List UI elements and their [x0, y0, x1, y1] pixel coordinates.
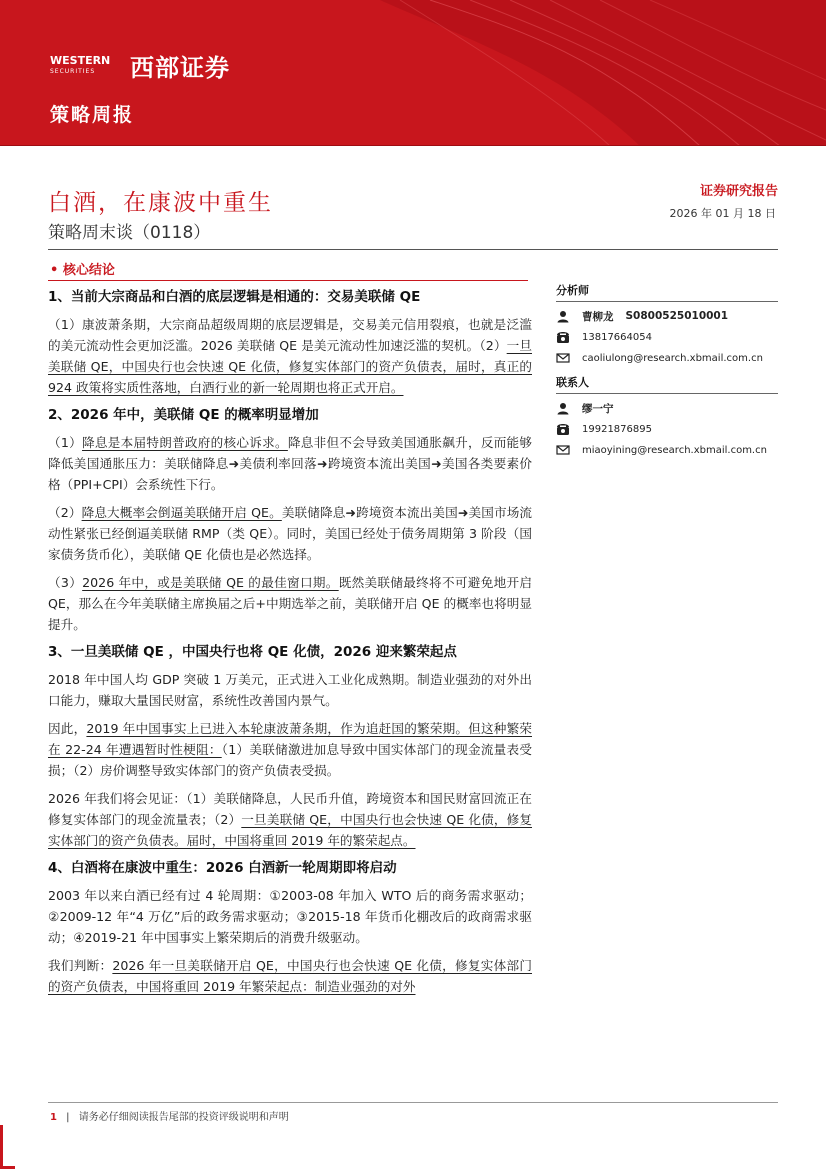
contact-name: 缪一宁 [582, 402, 614, 415]
text-run: 2003 年以来白酒已经有过 4 轮周期：①2003-08 年加入 WTO 后的商务需求驱动；②2009-12 年“4 万亿”后的政务需求驱动；③2015-18 年货币化棚改后的政商需求驱动；④2019-21 年中国事实上繁荣期后的消费升级驱动。 [48, 888, 532, 945]
text-run: 2026 年我们将会见证：（1）美联储降息，人民币升值，跨境资本和国民财富回流正在修复实体部门的现金流量表；（2） [48, 791, 532, 827]
title-divider [48, 249, 778, 250]
footer-separator: | [66, 1112, 70, 1123]
underlined-text: 2026 年中，或是美联储 QE 的最佳窗口期。 [82, 575, 339, 590]
analyst-phone: 13817664054 [582, 331, 652, 343]
analyst-email-row [556, 350, 778, 366]
company-logo [50, 48, 230, 83]
corner-decoration [0, 1125, 15, 1169]
phone-icon [556, 422, 570, 436]
body-paragraph [48, 788, 532, 851]
text-run: （3） [48, 575, 83, 590]
contact-email-row [556, 442, 778, 458]
body-paragraph [48, 572, 532, 635]
report-title: 白酒，在康波中重生 [48, 190, 273, 216]
section-heading: 4、白酒将在康波中重生：2026 白酒新一轮周期即将启动 [48, 860, 397, 876]
text-run: 因此， [48, 721, 87, 736]
section-heading: 2、2026 年中，美联储 QE 的概率明显增加 [48, 407, 319, 423]
text-run: （1）美联储激进加息导致中国实体部门的现金流量表受损；（2）房价调整导致实体部门的资产负债表受损。 [48, 742, 532, 778]
core-conclusion-heading: • 核心结论 [50, 263, 115, 278]
text-run: （1） [48, 435, 83, 450]
body-paragraph [48, 314, 532, 398]
main-content [48, 287, 532, 1077]
logo-english [50, 55, 124, 77]
underlined-text: 降息大概率会倒逼美联储开启 QE。 [81, 505, 282, 520]
body-paragraph [48, 432, 532, 495]
logo-en-bottom: SECURITIES [50, 67, 96, 75]
text-run: （1）康波萧条期，大宗商品超级周期的底层逻辑是，交易美元信用裂痕，也就是泛滥的美元流动性会更加泛滥。2026 美联储 QE 是美元流动性加速泛滥的契机。（2） [48, 317, 532, 353]
text-run: 既然美联储最终将不可避免地开启 QE，那么在今年美联储主席换届之后+中期选举之前，美联储开启 QE 的概率也将明显提升。 [48, 575, 532, 632]
contact-phone-row [556, 421, 778, 437]
logo-chinese: 西部证券 [130, 54, 230, 82]
analyst-name-row [556, 308, 778, 324]
contact-phone: 19921876895 [582, 423, 652, 435]
body-paragraph [48, 718, 532, 781]
analyst-heading: 分析师 [556, 282, 778, 302]
underlined-text: 2019 年中国事实上已进入本轮康波萧条期，作为追赶国的繁荣期。但这种繁荣在 22-24 年遭遇暂时性梗阻： [48, 721, 532, 757]
contact-email[interactable]: miaoyining@research.xbmail.com.cn [582, 444, 767, 456]
underlined-text: 降息是本届特朗普政府的核心诉求。 [82, 435, 288, 450]
analyst-phone-row [556, 329, 778, 345]
phone-icon [556, 330, 570, 344]
analyst-name: 曹柳龙 [582, 310, 614, 323]
section-heading: 3、一旦美联储 QE ，中国央行也将 QE 化债，2026 迎来繁荣起点 [48, 644, 457, 660]
page-number: 1 [50, 1112, 57, 1123]
contact-name-row [556, 400, 778, 416]
person-icon [556, 401, 570, 415]
body-paragraph [48, 885, 532, 948]
analyst-code: S0800525010001 [625, 310, 729, 322]
text-run: （2） [48, 505, 82, 520]
underlined-text: 一旦美联储 QE，中国央行也会快速 QE 化债，修复实体部门的资产负债表。届时，中国将重回 2019 年的繁荣起点。 [48, 812, 532, 848]
text-run: 我们判断： [48, 958, 113, 973]
body-paragraph [48, 955, 532, 997]
logo-en-top: WESTERN [50, 53, 111, 67]
underlined-text: 一旦美联储 QE，中国央行也会快速 QE 化债，修复实体部门的资产负债表，届时，真正的 924 政策将实质性落地，白酒行业的新一轮周期也将正式开启。 [48, 338, 532, 395]
section-label: 策略周报 [50, 104, 135, 126]
core-divider [48, 280, 528, 281]
footer-divider [48, 1102, 778, 1103]
contact-heading: 联系人 [556, 374, 778, 394]
sidebar [556, 282, 778, 463]
body-paragraph [48, 502, 532, 565]
footer-disclaimer: 请务必仔细阅读报告尾部的投资评级说明和声明 [78, 1112, 289, 1123]
text-run: 美联储降息➜跨境资本流出美国➜美国市场流动性紧张已经倒逼美联储 RMP（类 QE）。同时，美国已经处于债务周期第 3 阶段（国家债务货币化），美联储 QE 化债也是必然选择。 [48, 505, 532, 562]
mail-icon [556, 351, 570, 365]
text-run: 2018 年中国人均 GDP 突破 1 万美元，正式进入工业化成熟期。制造业强劲的对外出口能力，赚取大量国民财富，系统性改善国内景气。 [48, 672, 532, 708]
text-run: 降息非但不会导致美国通胀飙升，反而能够降低美国通胀压力：美联储降息➜美债利率回落➜跨境资本流出美国➜美国各类要素价格（PPI+CPI）会系统性下行。 [48, 435, 532, 492]
person-icon [556, 309, 570, 323]
underlined-text: 2026 年一旦美联储开启 QE，中国央行也会快速 QE 化债，修复实体部门的资产负债表，中国将重回 2019 年繁荣起点：制造业强劲的对外 [48, 958, 532, 994]
report-type: 证券研究报告 [699, 184, 778, 199]
section-heading: 1、当前大宗商品和白酒的底层逻辑是相通的：交易美联储 QE [48, 289, 421, 305]
report-date: 2026 年 01 月 18 日 [669, 207, 776, 220]
footer [50, 1108, 289, 1123]
body-paragraph [48, 669, 532, 711]
report-subtitle: 策略周末谈（0118） [48, 223, 211, 243]
header-banner [0, 0, 826, 146]
analyst-email[interactable]: caoliulong@research.xbmail.com.cn [582, 352, 763, 364]
mail-icon [556, 443, 570, 457]
